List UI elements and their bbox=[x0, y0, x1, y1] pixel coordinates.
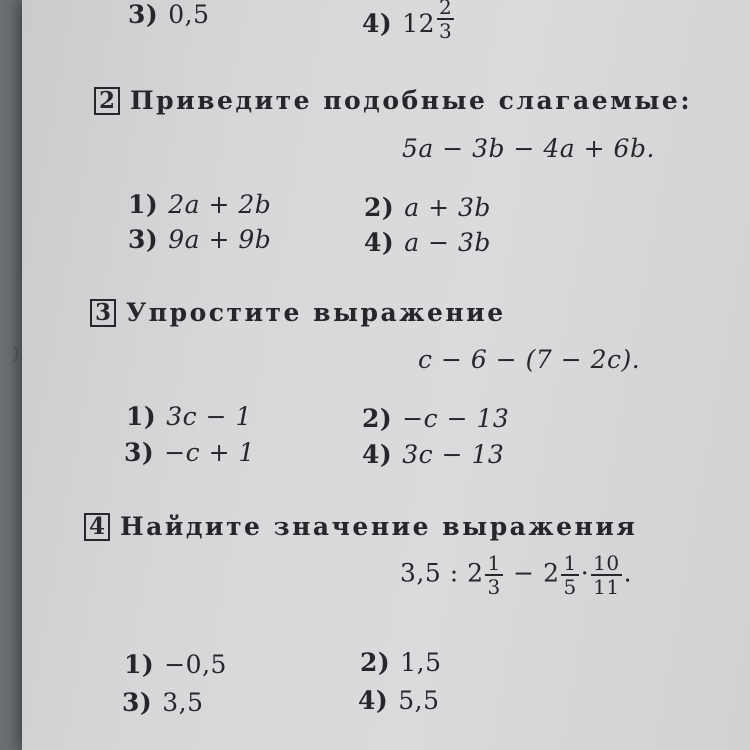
answer-fraction bbox=[437, 0, 454, 42]
answer-label: 4) bbox=[362, 440, 393, 469]
task-3-answer-4 bbox=[362, 440, 504, 469]
answer-label: 1) bbox=[124, 650, 155, 679]
task-number-box: 2 bbox=[94, 87, 120, 115]
answer-label: 4) bbox=[358, 686, 389, 715]
task-3-answer-2 bbox=[362, 404, 509, 433]
expr-minus: − bbox=[513, 558, 535, 588]
answer-label: 1) bbox=[126, 402, 157, 431]
answer-label: 4) bbox=[362, 9, 393, 38]
prev-answer-4 bbox=[362, 0, 456, 42]
answer-label: 1) bbox=[128, 190, 159, 219]
answer-label: 2) bbox=[364, 193, 395, 222]
answer-value: −c − 13 bbox=[402, 404, 510, 433]
task-4-header bbox=[84, 512, 637, 541]
answer-label: 2) bbox=[362, 404, 393, 433]
margin-mark bbox=[10, 345, 18, 363]
task-2-answer-1 bbox=[128, 190, 271, 219]
fraction-denominator: 3 bbox=[439, 19, 453, 43]
answer-value: −c + 1 bbox=[164, 438, 255, 467]
fraction-numerator: 2 bbox=[437, 0, 454, 20]
task-title: Приведите подобные слагаемые: bbox=[130, 86, 693, 115]
task-4-answer-4 bbox=[358, 686, 440, 715]
task-2-header bbox=[94, 86, 692, 115]
answer-value: 3c − 1 bbox=[166, 402, 252, 431]
answer-value: a − 3b bbox=[404, 228, 491, 257]
task-number-box: 3 bbox=[90, 299, 116, 327]
answer-label: 3) bbox=[124, 438, 155, 467]
task-3-answer-1 bbox=[126, 402, 252, 431]
answer-value: −0,5 bbox=[164, 650, 227, 679]
task-title: Упростите выражение bbox=[126, 298, 506, 327]
answer-value: 5,5 bbox=[398, 686, 440, 715]
task-4-answer-2 bbox=[360, 648, 442, 677]
answer-label: 3) bbox=[128, 0, 159, 29]
answer-value: a + 3b bbox=[404, 193, 491, 222]
answer-label: 3) bbox=[122, 688, 153, 717]
expr-fraction-3 bbox=[591, 552, 621, 598]
fraction-denominator: 3 bbox=[487, 575, 501, 599]
task-4-answer-3 bbox=[122, 688, 204, 717]
expr-fraction-1 bbox=[485, 552, 502, 598]
task-3-expression: c − 6 − (7 − 2c). bbox=[418, 345, 641, 374]
answer-value: 2a + 2b bbox=[168, 190, 272, 219]
task-2-answer-3 bbox=[128, 225, 271, 254]
fraction-numerator: 1 bbox=[487, 551, 501, 575]
expr-fraction-2 bbox=[561, 552, 578, 598]
fraction-denominator: 11 bbox=[593, 575, 620, 599]
task-title: Найдите значение выражения bbox=[120, 512, 638, 541]
fraction-numerator: 10 bbox=[593, 551, 620, 575]
task-3-answer-3 bbox=[124, 438, 255, 467]
task-number-box: 4 bbox=[84, 513, 110, 541]
task-4-expression bbox=[400, 552, 632, 598]
answer-label: 4) bbox=[364, 228, 395, 257]
answer-whole: 12 bbox=[402, 9, 436, 38]
fraction-numerator: 1 bbox=[563, 551, 577, 575]
expr-end: . bbox=[623, 558, 633, 588]
prev-answer-3 bbox=[128, 0, 210, 29]
answer-value: 3c − 13 bbox=[402, 440, 505, 469]
task-2-expression: 5a − 3b − 4a + 6b. bbox=[402, 134, 655, 163]
answer-value: 3,5 bbox=[162, 688, 204, 717]
expr-dot: · bbox=[580, 558, 590, 588]
task-4-answer-1 bbox=[124, 650, 227, 679]
task-2-answer-4 bbox=[364, 228, 491, 257]
answer-label: 2) bbox=[360, 648, 391, 677]
expr-part: 3,5 : 2 bbox=[400, 558, 484, 588]
answer-value: 0,5 bbox=[168, 0, 210, 29]
task-3-header bbox=[90, 298, 506, 327]
answer-value: 1,5 bbox=[400, 648, 442, 677]
fraction-denominator: 5 bbox=[563, 575, 577, 599]
answer-label: 3) bbox=[128, 225, 159, 254]
task-2-answer-2 bbox=[364, 193, 491, 222]
expr-whole: 2 bbox=[543, 558, 560, 588]
answer-value: 9a + 9b bbox=[168, 225, 272, 254]
